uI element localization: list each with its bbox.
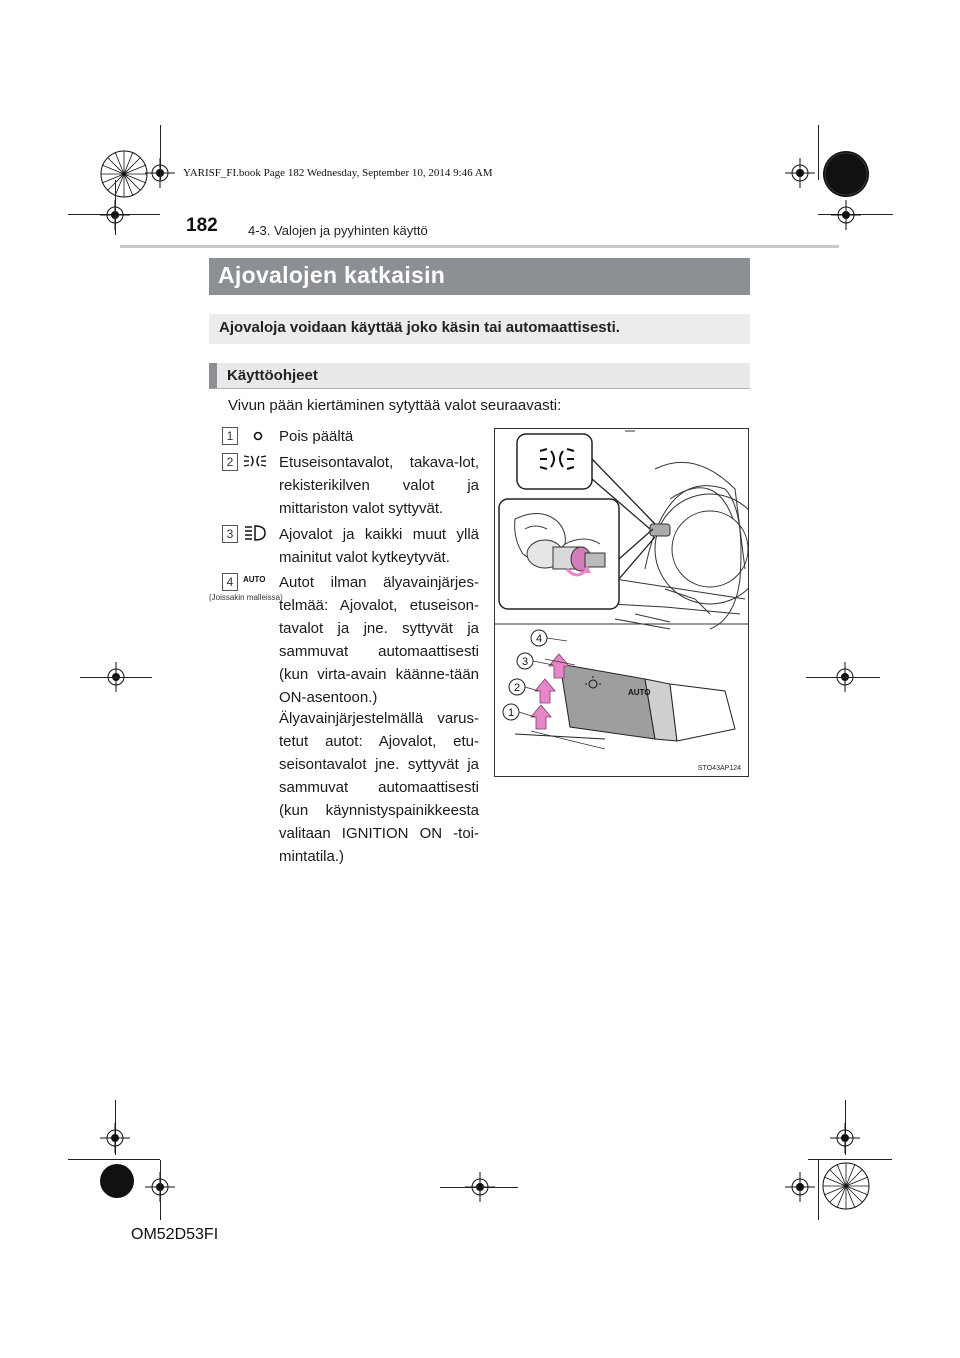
item-text: Pois päältä — [279, 428, 354, 445]
trim-line — [440, 1187, 518, 1188]
item-text: Etuseisontavalot, takava-lot, rekisterikilven valot ja mittariston valot syttyvät. — [279, 454, 479, 517]
item-text: Ajovalot ja kaikki muut yllä mainitut valot kytkeytyvät. — [279, 526, 479, 566]
trim-line — [80, 677, 152, 678]
item-number: 1 — [222, 427, 238, 445]
registration-mark-icon — [98, 148, 150, 200]
off-circle-icon — [252, 430, 264, 442]
trim-line — [160, 1160, 161, 1220]
item-number: 2 — [222, 453, 238, 471]
item-number: 4 — [222, 573, 238, 591]
sub-heading: Käyttöohjeet — [209, 363, 750, 389]
document-code: OM52D53FI — [131, 1226, 219, 1243]
crosshair-mark-icon — [830, 1123, 860, 1153]
header-rule — [120, 245, 839, 248]
page-title: Ajovalojen katkaisin — [209, 258, 750, 295]
trim-line — [68, 1159, 160, 1160]
headlight-icon — [243, 524, 267, 542]
tail-lights-icon — [243, 453, 267, 469]
lead-text: Vivun pään kiertäminen sytyttää valot seuraavasti: — [228, 397, 562, 414]
trim-line — [115, 180, 116, 235]
registration-mark-icon — [98, 1162, 136, 1200]
item-number: 3 — [222, 525, 238, 543]
trim-line — [818, 125, 819, 180]
section-title: 4-3. Valojen ja pyyhinten käyttö — [248, 223, 428, 238]
registration-mark-icon — [820, 1160, 872, 1212]
lever-auto-label: AUTO — [628, 688, 651, 697]
item-text: Autot ilman älyavainjärjes-telmää: Ajovalot, etuseison-tavalot ja jne. syttyvät ja sammuvat automaattisesti (kun virta-avain käänne-tään ON-asentoon.) — [279, 574, 479, 706]
registration-mark-icon — [820, 148, 872, 200]
figure-code: STO43AP124 — [697, 765, 741, 772]
callout-1: 1 — [507, 707, 515, 719]
crosshair-mark-icon — [785, 1172, 815, 1202]
page-number: 182 — [186, 215, 218, 236]
auto-icon: AUTO — [243, 575, 266, 584]
intro-text: Ajovaloja voidaan käyttää joko käsin tai automaattisesti. — [209, 314, 750, 344]
callout-4: 4 — [535, 633, 543, 645]
callout-2: 2 — [513, 682, 521, 694]
crosshair-mark-icon — [831, 200, 861, 230]
model-note: (Joissakin malleissa) — [209, 593, 283, 602]
crosshair-mark-icon — [100, 1123, 130, 1153]
light-switch-illustration — [494, 428, 749, 777]
callout-3: 3 — [521, 656, 529, 668]
item-text: Älyavainjärjestelmällä varus-tetut autot: Ajovalot, etu-seisontavalot jne. syttyvät ja sammuvat automaattisesti (kun käynnistyspainikkeesta valitaan IGNITION ON -toi-mintatila.) — [279, 710, 479, 865]
print-info: YARISF_FI.book Page 182 Wednesday, September 10, 2014 9:46 AM — [183, 167, 493, 179]
trim-line — [160, 125, 161, 180]
trim-line — [818, 1160, 819, 1220]
crosshair-mark-icon — [785, 158, 815, 188]
trim-line — [806, 677, 880, 678]
illustration-drawing — [495, 429, 748, 776]
